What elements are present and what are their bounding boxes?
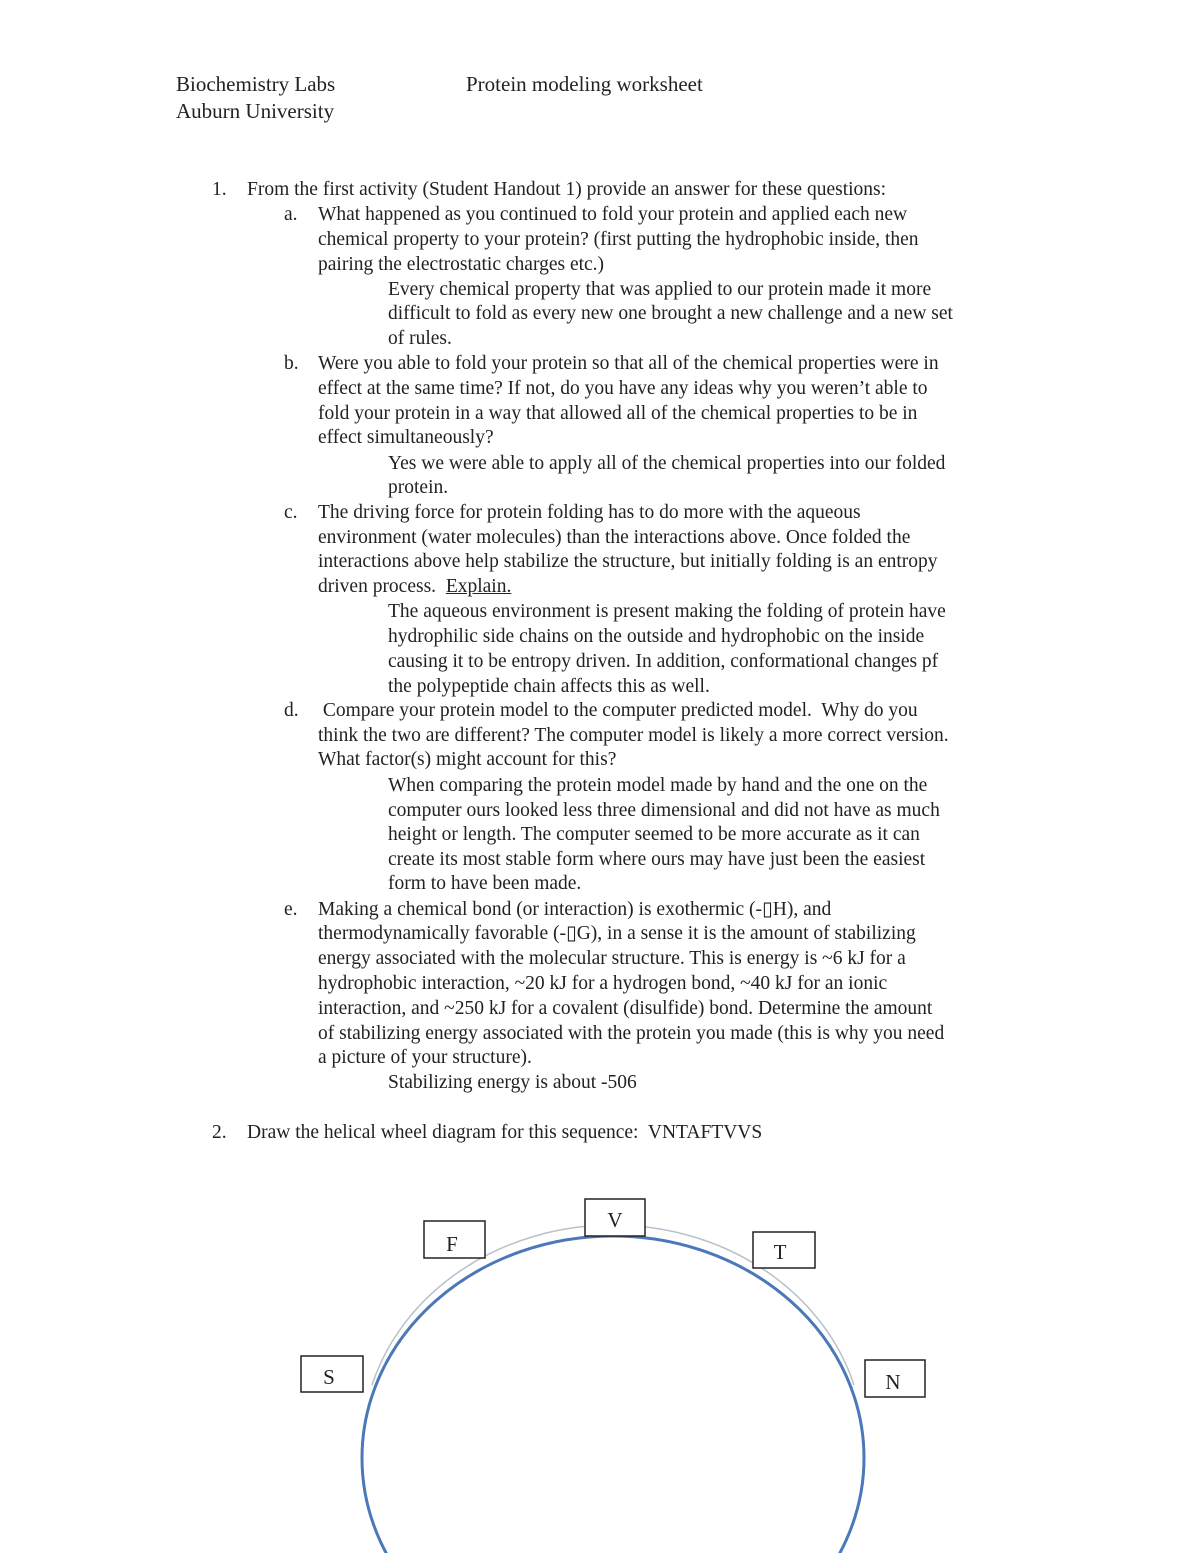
q1a-answer-line: difficult to fold as every new one brought a new challenge and a new set	[388, 303, 953, 324]
q1d-marker: d.	[284, 700, 299, 721]
q1e-question-line: thermodynamically favorable (-▯G), in a sense it is the amount of stabilizing	[318, 923, 916, 944]
residue-label-t: T	[773, 1240, 787, 1264]
residue-label-s: S	[323, 1365, 335, 1389]
residue-box-f	[424, 1221, 485, 1258]
q1b-question-line: fold your protein in a way that allowed all of the chemical properties to be in	[318, 403, 918, 424]
q1d-answer-line: form to have been made.	[388, 873, 582, 894]
q1a-question-line: chemical property to your protein? (first putting the hydrophobic inside, then	[318, 229, 919, 250]
residue-label-n: N	[885, 1370, 901, 1394]
residue-label-f: F	[446, 1232, 458, 1256]
q1-number: 1.	[212, 179, 227, 200]
q1c-explain-text: Explain.	[445, 576, 512, 597]
q1e-question-line: energy associated with the molecular structure. This is energy is ~6 kJ for a	[318, 948, 906, 969]
q1c-question-line: interactions above help stabilize the structure, but initially folding is an entropy	[318, 551, 938, 572]
q1b-answer-line: protein.	[388, 477, 449, 498]
helical-wheel-circle	[362, 1236, 864, 1553]
q1a-answer-line: of rules.	[388, 328, 452, 349]
q2-number: 2.	[212, 1122, 227, 1143]
q1d-answer-line: computer ours looked less three dimensional and did not have as much	[388, 800, 940, 821]
q1b-marker: b.	[284, 353, 299, 374]
q1e-marker: e.	[284, 899, 298, 920]
q1d-answer-line: When comparing the protein model made by hand and the one on the	[388, 775, 928, 796]
helical-wheel-diagram	[0, 1185, 1200, 1553]
q1d-answer-line: create its most stable form where ours may have just been the easiest	[388, 849, 926, 870]
q1b-question-line: effect at the same time? If not, do you have any ideas why you weren’t able to	[318, 378, 928, 399]
q1c-answer-line: The aqueous environment is present making the folding of protein have	[388, 601, 946, 622]
q1a-question-line: What happened as you continued to fold your protein and applied each new	[318, 204, 908, 225]
residue-box-v	[585, 1199, 645, 1236]
residue-box-s	[301, 1356, 363, 1392]
residue-box-n	[865, 1360, 925, 1397]
q1c-question-line: The driving force for protein folding has to do more with the aqueous	[318, 502, 861, 523]
q1c-answer-line: causing it to be entropy driven. In addition, conformational changes pf	[388, 651, 939, 672]
course-name: Biochemistry Labs	[176, 72, 336, 96]
residue-label-v: V	[607, 1208, 623, 1232]
q1c-question-line: environment (water molecules) than the interactions above. Once folded the	[318, 527, 911, 548]
q1d-answer-line: height or length. The computer seemed to be more accurate as it can	[388, 824, 920, 845]
institution-name: Auburn University	[176, 99, 335, 123]
q1c-answer-line: the polypeptide chain affects this as well.	[388, 676, 710, 697]
q1c-question-last-line	[318, 574, 511, 599]
q1c-question-text: driven process.	[318, 576, 437, 597]
q1e-question-line: interaction, and ~250 kJ for a covalent (disulfide) bond. Determine the amount	[318, 998, 933, 1019]
q1d-question-line: What factor(s) might account for this?	[318, 749, 617, 770]
q1e-question-line: Making a chemical bond (or interaction) is exothermic (-▯H), and	[318, 899, 832, 920]
q1-prompt: From the first activity (Student Handout 1) provide an answer for these questions:	[247, 179, 887, 200]
q1b-answer-line: Yes we were able to apply all of the chemical properties into our folded	[388, 453, 946, 474]
q1c-answer-line: hydrophilic side chains on the outside and hydrophobic on the inside	[388, 626, 925, 647]
q2-prompt: Draw the helical wheel diagram for this sequence: VNTAFTVVS	[247, 1122, 763, 1143]
residue-box-t	[753, 1232, 815, 1268]
worksheet-title: Protein modeling worksheet	[466, 72, 703, 96]
q1e-question-line: hydrophobic interaction, ~20 kJ for a hydrogen bond, ~40 kJ for an ionic	[318, 973, 888, 994]
q1b-question-line: effect simultaneously?	[318, 427, 494, 448]
q1a-answer-line: Every chemical property that was applied to our protein made it more	[388, 279, 932, 300]
q1d-question-line: Compare your protein model to the computer predicted model. Why do you	[318, 700, 918, 721]
q1e-question-line: a picture of your structure).	[318, 1047, 532, 1068]
q1b-question-line: Were you able to fold your protein so that all of the chemical properties were in	[318, 353, 939, 374]
q1d-question-line: think the two are different? The computer model is likely a more correct version.	[318, 725, 949, 746]
q1c-marker: c.	[284, 502, 298, 523]
q1a-question-line: pairing the electrostatic charges etc.)	[318, 254, 605, 275]
q1e-question-line: of stabilizing energy associated with the protein you made (this is why you need	[318, 1023, 945, 1044]
q1a-marker: a.	[284, 204, 298, 225]
q1e-answer-line: Stabilizing energy is about -506	[388, 1072, 637, 1093]
